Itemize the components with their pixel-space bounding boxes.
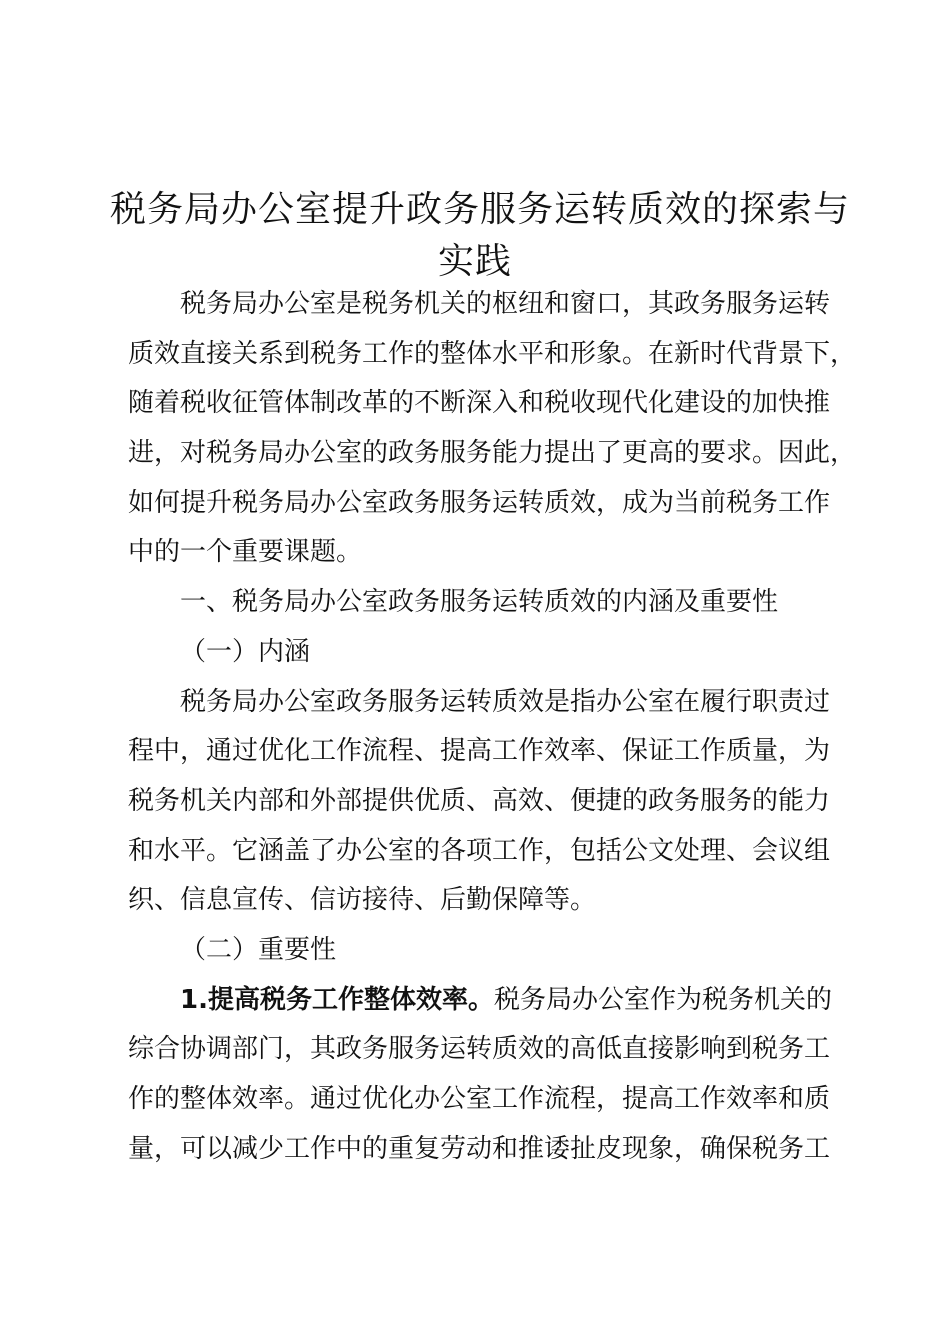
paragraph-line: 和水平。它涵盖了办公室的各项工作，包括公文处理、会议组: [128, 835, 831, 866]
lead-rest: 税务局办公室作为税务机关的: [493, 984, 832, 1015]
paragraph-line: [128, 976, 848, 1026]
intro-paragraph: [128, 280, 857, 578]
paragraph-line: 进，对税务局办公室的政务服务能力提出了更高的要求。因此，: [128, 438, 857, 469]
title-line-1: 税务局办公室提升政务服务运转质效的探索与: [110, 189, 851, 230]
definition-paragraph: [128, 678, 848, 926]
document-title: [110, 184, 851, 288]
section-heading: [128, 578, 848, 628]
paragraph-line: 随着税收征管体制改革的不断深入和税收现代化建设的加快推: [128, 388, 831, 419]
title-line-2: 实践: [437, 241, 512, 282]
paragraph-line: 中的一个重要课题。: [128, 537, 363, 568]
paragraph-line: 量，可以减少工作中的重复劳动和推诿扯皮现象，确保税务工: [128, 1133, 831, 1164]
heading-line: （一）内涵: [180, 636, 311, 667]
document-body: [128, 280, 857, 1174]
paragraph-line: 税务局办公室政务服务运转质效是指办公室在履行职责过: [180, 686, 831, 717]
paragraph-line: 税务局办公室是税务机关的枢纽和窗口，其政务服务运转: [180, 289, 831, 319]
heading-line: （二）重要性: [180, 934, 337, 965]
paragraph-line: 质效直接关系到税务工作的整体水平和形象。在新时代背景下，: [128, 338, 857, 369]
heading-line: 一、税务局办公室政务服务运转质效的内涵及重要性: [180, 587, 779, 618]
importance-paragraph: [128, 976, 848, 1175]
bold-lead: 1.提高税务工作整体效率。: [180, 984, 494, 1015]
paragraph-line: 程中，通过优化工作流程、提高工作效率、保证工作质量，为: [128, 736, 831, 767]
paragraph-line: 织、信息宣传、信访接待、后勤保障等。: [128, 885, 597, 916]
subsection-heading: [128, 926, 848, 976]
paragraph-line: 如何提升税务局办公室政务服务运转质效，成为当前税务工作: [128, 487, 831, 518]
subsection-heading: [128, 628, 848, 678]
paragraph-line: 综合协调部门，其政务服务运转质效的高低直接影响到税务工: [128, 1034, 831, 1065]
paragraph-line: 税务机关内部和外部提供优质、高效、便捷的政务服务的能力: [128, 785, 831, 816]
paragraph-line: 作的整体效率。通过优化办公室工作流程，提高工作效率和质: [128, 1084, 831, 1114]
